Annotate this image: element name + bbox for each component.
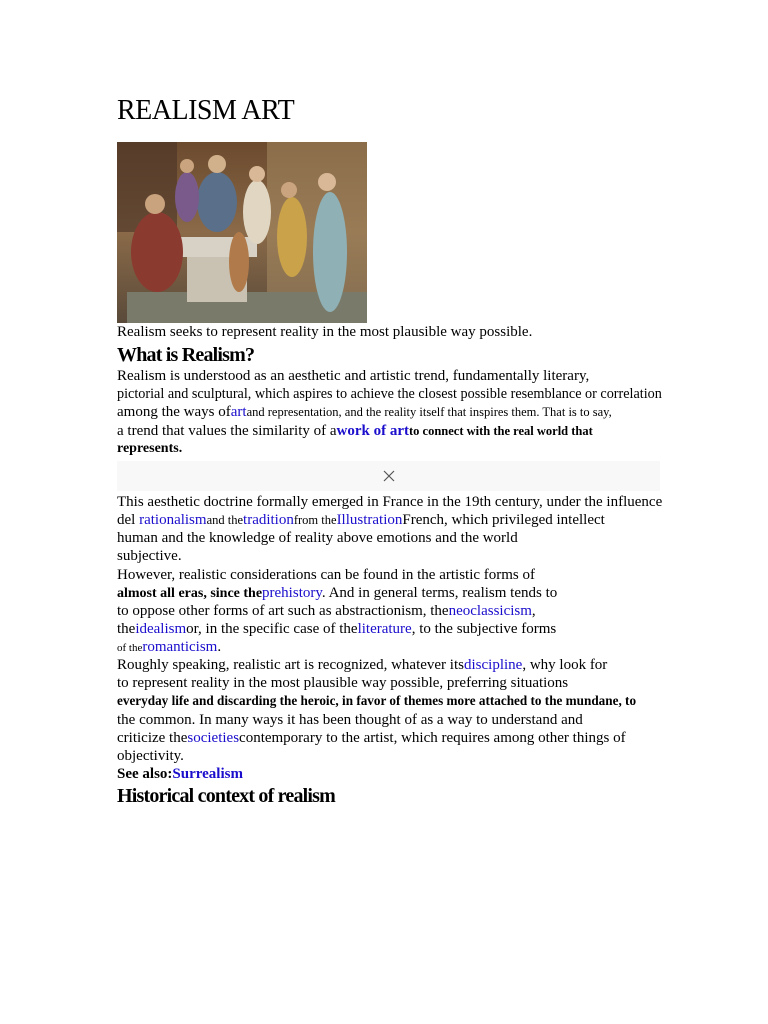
paragraph-line	[117, 422, 593, 440]
text-span: among the ways of	[117, 404, 231, 420]
paragraph-line	[117, 729, 626, 747]
text-span: and representation, and the reality itself that inspires them. That is to say,	[246, 405, 612, 419]
paragraph-line	[117, 584, 557, 603]
paragraph-line: to represent reality in the most plausible way possible, preferring situations	[117, 675, 569, 691]
paragraph-line	[117, 602, 536, 620]
link-prehistory[interactable]: prehistory	[262, 585, 322, 601]
text-span: . And in general terms, realism tends to	[321, 585, 558, 601]
link-illustration[interactable]: Illustration	[336, 512, 403, 528]
page-title: REALISM ART	[117, 95, 295, 126]
close-icon[interactable]	[382, 469, 396, 483]
paragraph-line: human and the knowledge of reality above emotions and the world	[117, 530, 518, 546]
paragraph-line	[117, 656, 607, 674]
image-caption: Realism seeks to represent reality in the most plausible way possible.	[117, 324, 533, 340]
text-span: Roughly speaking, realistic art is recognized, whatever its	[117, 657, 464, 673]
text-span: , to the subjective forms	[411, 621, 557, 637]
paragraph-line: pictorial and sculptural, which aspires to achieve the closest possible resemblance or correlation	[117, 386, 662, 402]
see-also-line	[117, 765, 243, 783]
paragraph-line: represents.	[117, 441, 183, 456]
link-societies[interactable]: societies	[187, 730, 240, 746]
paragraph-line: Realism is understood as an aesthetic and artistic trend, fundamentally literary,	[117, 368, 590, 384]
link-rationalism[interactable]: rationalism	[139, 512, 207, 528]
text-span: and the	[206, 513, 244, 527]
paragraph-line: everyday life and discarding the heroic, in favor of themes more attached to the mundane, to	[117, 693, 637, 708]
link-work-of-art[interactable]: work of art	[336, 423, 409, 439]
text-span: of the	[117, 642, 143, 654]
link-romanticism[interactable]: romanticism	[142, 639, 218, 655]
paragraph-line	[117, 403, 612, 421]
paragraph-line: This aesthetic doctrine formally emerged in France in the 19th century, under the influence	[117, 494, 663, 510]
text-span: to connect with the real world that	[409, 424, 593, 438]
paragraph-line: subjective.	[117, 548, 182, 564]
link-idealism[interactable]: idealism	[135, 621, 187, 637]
text-span: ,	[531, 603, 536, 619]
realism-painting-image	[117, 142, 367, 323]
text-span: criticize the	[117, 730, 188, 746]
paragraph-line	[117, 638, 221, 657]
section-heading-historical-context: Historical context of realism	[117, 785, 336, 807]
text-span: almost all eras, since the	[117, 586, 263, 601]
text-span: from the	[293, 513, 337, 527]
text-span: .	[217, 639, 222, 655]
paragraph-line: objectivity.	[117, 748, 184, 764]
text-span: the	[117, 621, 136, 637]
text-span: to oppose other forms of art such as abstractionism, the	[117, 603, 449, 619]
text-span: a trend that values the similarity of a	[117, 423, 337, 439]
paragraph-line	[117, 511, 605, 529]
section-heading-what-is-realism: What is Realism?	[117, 344, 255, 366]
text-span: or, in the specific case of the	[186, 621, 358, 637]
text-span: del	[117, 512, 140, 528]
link-surrealism[interactable]: Surrealism	[172, 766, 243, 782]
see-also-label: See also:	[117, 766, 173, 782]
paragraph-line: the common. In many ways it has been thought of as a way to understand and	[117, 712, 583, 728]
text-span: contemporary to the artist, which requires among other things of	[239, 730, 626, 746]
link-art[interactable]: art	[230, 404, 247, 420]
ad-banner	[117, 461, 660, 491]
paragraph-line: However, realistic considerations can be found in the artistic forms of	[117, 567, 536, 583]
paragraph-line	[117, 620, 556, 638]
link-neoclassicism[interactable]: neoclassicism	[448, 603, 532, 619]
link-discipline[interactable]: discipline	[463, 657, 523, 673]
text-span: French, which privileged intellect	[402, 512, 605, 528]
link-tradition[interactable]: tradition	[243, 512, 294, 528]
text-span: , why look for	[522, 657, 608, 673]
link-literature[interactable]: literature	[357, 621, 412, 637]
